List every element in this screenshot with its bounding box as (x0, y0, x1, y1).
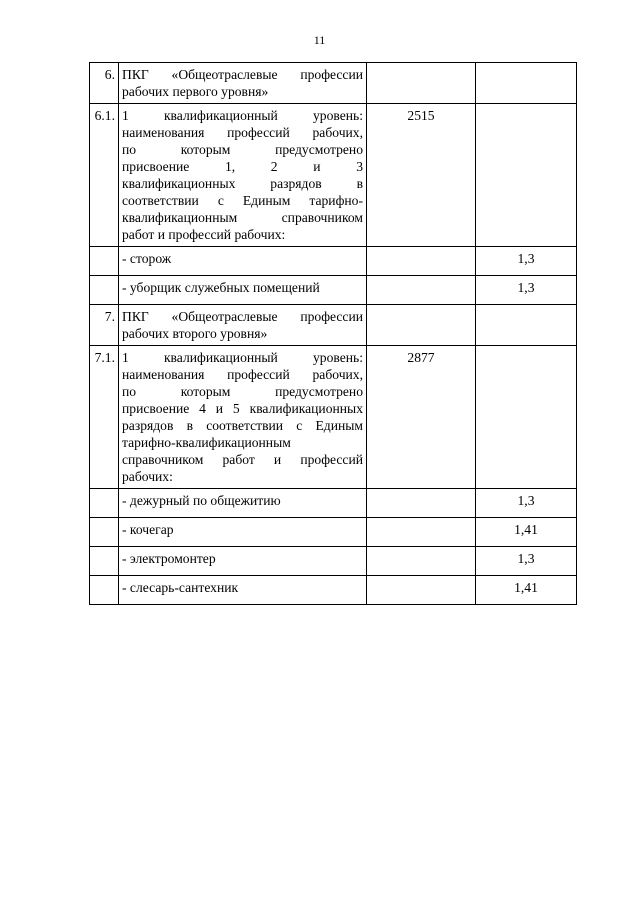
position-name (119, 547, 367, 576)
row-number (90, 276, 119, 305)
position-name (119, 489, 367, 518)
position-name-line: наименования профессий рабочих, (122, 125, 363, 140)
position-name-line: ПКГ «Общеотраслевые профессии (122, 309, 363, 324)
position-name-line: квалификационным справочником (122, 210, 363, 225)
position-name-line: - уборщик служебных помещений (122, 280, 320, 295)
row-number (90, 576, 119, 605)
base-salary (367, 247, 476, 276)
row-number: 7. (90, 305, 119, 346)
coefficient: 1,3 (476, 489, 577, 518)
row-number: 6. (90, 63, 119, 104)
coefficient: 1,41 (476, 518, 577, 547)
table-row (90, 63, 577, 104)
position-name (119, 276, 367, 305)
position-name (119, 63, 367, 104)
position-name-line: присвоение 1, 2 и 3 (122, 159, 363, 174)
table-row (90, 518, 577, 547)
table-row (90, 489, 577, 518)
position-name-line: квалификационных разрядов в (122, 176, 363, 191)
position-name-line: рабочих: (122, 469, 173, 484)
position-name-line: наименования профессий рабочих, (122, 367, 363, 382)
position-name-line: присвоение 4 и 5 квалификационных (122, 401, 363, 416)
position-name (119, 518, 367, 547)
row-number (90, 547, 119, 576)
base-salary: 2515 (367, 104, 476, 247)
position-name-line: рабочих первого уровня» (122, 84, 269, 99)
coefficient: 1,3 (476, 547, 577, 576)
table-row (90, 305, 577, 346)
base-salary (367, 518, 476, 547)
position-name-line: по которым предусмотрено (122, 384, 363, 399)
position-name (119, 576, 367, 605)
position-name (119, 247, 367, 276)
base-salary (367, 547, 476, 576)
base-salary (367, 276, 476, 305)
position-name-line: тарифно-квалификационным (122, 435, 291, 450)
page-number: 11 (313, 33, 326, 47)
table-row (90, 276, 577, 305)
row-number (90, 518, 119, 547)
table-row (90, 346, 577, 489)
base-salary (367, 63, 476, 104)
position-name (119, 346, 367, 489)
row-number: 6.1. (90, 104, 119, 247)
position-name-line: рабочих второго уровня» (122, 326, 268, 341)
position-name-line: разрядов в соответствии с Единым (122, 418, 363, 433)
position-name-line: работ и профессий рабочих: (122, 227, 286, 242)
coefficient: 1,3 (476, 247, 577, 276)
position-name-line: - дежурный по общежитию (122, 493, 281, 508)
position-name-line: 1 квалификационный уровень: (122, 350, 363, 365)
row-number (90, 247, 119, 276)
position-name-line: ПКГ «Общеотраслевые профессии (122, 67, 363, 82)
coefficient (476, 104, 577, 247)
row-number (90, 489, 119, 518)
position-name-line: по которым предусмотрено (122, 142, 363, 157)
table-row (90, 547, 577, 576)
table-row (90, 247, 577, 276)
position-name-line: - электромонтер (122, 551, 216, 566)
base-salary: 2877 (367, 346, 476, 489)
coefficient: 1,41 (476, 576, 577, 605)
position-name (119, 305, 367, 346)
position-name-line: 1 квалификационный уровень: (122, 108, 363, 123)
table-body (90, 63, 577, 605)
base-salary (367, 576, 476, 605)
coefficient (476, 346, 577, 489)
base-salary (367, 305, 476, 346)
position-name-line: - сторож (122, 251, 172, 266)
row-number: 7.1. (90, 346, 119, 489)
table-row (90, 576, 577, 605)
salary-table (89, 62, 577, 605)
position-name-line: справочником работ и профессий (122, 452, 363, 467)
position-name (119, 104, 367, 247)
base-salary (367, 489, 476, 518)
coefficient: 1,3 (476, 276, 577, 305)
position-name-line: соответствии с Единым тарифно- (122, 193, 363, 208)
coefficient (476, 305, 577, 346)
table-row (90, 104, 577, 247)
position-name-line: - кочегар (122, 522, 174, 537)
coefficient (476, 63, 577, 104)
position-name-line: - слесарь-сантехник (122, 580, 239, 595)
